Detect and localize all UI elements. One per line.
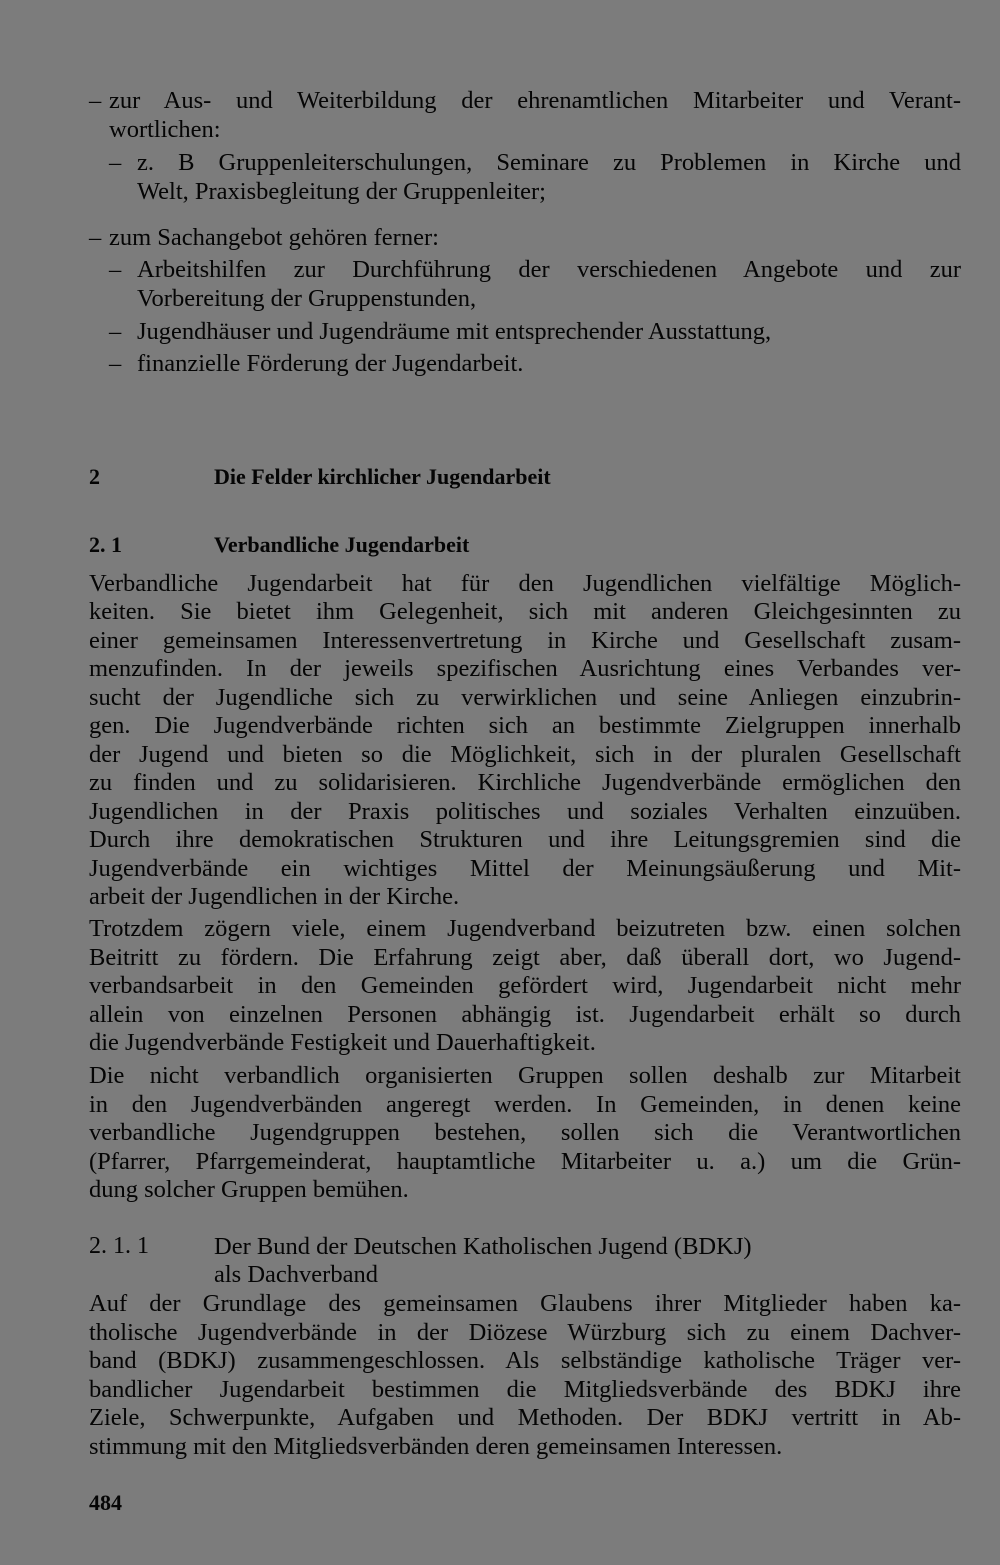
paragraph-line: Auf der Grundlage des gemeinsamen Glaubens ihrer Mitglieder haben ka- <box>89 1290 961 1317</box>
sublist-item-line: Arbeitshilfen zur Durchführung der verschiedenen Angebote und zur <box>137 256 961 283</box>
paragraph-line: arbeit der Jugendlichen in der Kirche. <box>89 883 460 910</box>
sublist-dash: – <box>109 256 122 283</box>
sublist-item-line: Welt, Praxisbegleitung der Gruppenleiter; <box>137 178 546 205</box>
sublist-dash: – <box>109 318 122 345</box>
paragraph-line: die Jugendverbände Festigkeit und Dauerhaftigkeit. <box>89 1029 596 1056</box>
paragraph-line: sucht der Jugendliche sich zu verwirklichen und seine Anliegen einzubrin- <box>89 684 961 711</box>
paragraph-line: Ziele, Schwerpunkte, Aufgaben und Methoden. Der BDKJ vertritt in Ab- <box>89 1404 961 1431</box>
paragraph-line: Verbandliche Jugendarbeit hat für den Jugendlichen vielfältige Möglich- <box>89 570 961 597</box>
paragraph-line: keiten. Sie bietet ihm Gelegenheit, sich mit anderen Gleichgesinnten zu <box>89 598 961 625</box>
list-item-line: zum Sachangebot gehören ferner: <box>109 224 439 251</box>
paragraph-line: band (BDKJ) zusammengeschlossen. Als selbständige katholische Träger ver- <box>89 1347 961 1374</box>
sublist-item-line: Jugendhäuser und Jugendräume mit entsprechender Ausstattung, <box>137 318 772 345</box>
paragraph-line: zu finden und zu solidarisieren. Kirchliche Jugendverbände ermöglichen den <box>89 769 961 796</box>
section-heading: Die Felder kirchlicher Jugendarbeit <box>214 464 551 489</box>
paragraph-line: dung solcher Gruppen bemühen. <box>89 1176 409 1203</box>
paragraph-line: (Pfarrer, Pfarrgemeinderat, hauptamtliche Mitarbeiter u. a.) um die Grün- <box>89 1148 961 1175</box>
list-dash: – <box>89 224 102 251</box>
paragraph-line: menzufinden. In der jeweils spezifischen Ausrichtung eines Verbandes ver- <box>89 655 961 682</box>
paragraph-line: bandlicher Jugendarbeit bestimmen die Mitgliedsverbände des BDKJ ihre <box>89 1376 961 1403</box>
paragraph-line: Trotzdem zögern viele, einem Jugendverband beizutreten bzw. einen solchen <box>89 915 961 942</box>
subsubsection-heading: als Dachverband <box>214 1261 378 1288</box>
paragraph-line: allein von einzelnen Personen abhängig ist. Jugendarbeit erhält so durch <box>89 1001 961 1028</box>
subsubsection-number: 2. 1. 1 <box>89 1233 149 1259</box>
subsection-heading: Verbandliche Jugendarbeit <box>214 532 470 557</box>
list-item-line: wortlichen: <box>109 116 221 143</box>
page-number: 484 <box>89 1490 122 1515</box>
paragraph-line: in den Jugendverbänden angeregt werden. In Gemeinden, in denen keine <box>89 1091 961 1118</box>
paragraph-line: verbandliche Jugendgruppen bestehen, sollen sich die Verantwortlichen <box>89 1119 961 1146</box>
paragraph-line: Beitritt zu fördern. Die Erfahrung zeigt aber, daß überall dort, wo Jugend- <box>89 944 961 971</box>
paragraph-line: stimmung mit den Mitgliedsverbänden deren gemeinsamen Interessen. <box>89 1433 783 1460</box>
sublist-item-line: finanzielle Förderung der Jugendarbeit. <box>137 350 524 377</box>
paragraph-line: Die nicht verbandlich organisierten Gruppen sollen deshalb zur Mitarbeit <box>89 1062 961 1089</box>
paragraph-line: gen. Die Jugendverbände richten sich an bestimmte Zielgruppen innerhalb <box>89 712 961 739</box>
section-number: 2 <box>89 464 100 489</box>
list-dash: – <box>89 87 102 114</box>
paragraph-line: Durch ihre demokratischen Strukturen und ihre Leitungsgremien sind die <box>89 826 961 853</box>
paragraph-line: Jugendverbände ein wichtiges Mittel der Meinungsäußerung und Mit- <box>89 855 961 882</box>
paragraph-line: verbandsarbeit in den Gemeinden gefördert wird, Jugendarbeit nicht mehr <box>89 972 961 999</box>
paragraph-line: tholische Jugendverbände in der Diözese Würzburg sich zu einem Dachver- <box>89 1319 961 1346</box>
sublist-item-line: z. B Gruppenleiterschulungen, Seminare zu Problemen in Kirche und <box>137 149 961 176</box>
sublist-dash: – <box>109 149 122 176</box>
paragraph-line: Jugendlichen in der Praxis politisches und soziales Verhalten einzuüben. <box>89 798 961 825</box>
sublist-dash: – <box>109 350 122 377</box>
paragraph-line: der Jugend und bieten so die Möglichkeit, sich in der pluralen Gesellschaft <box>89 741 961 768</box>
sublist-item-line: Vorbereitung der Gruppenstunden, <box>137 285 477 312</box>
subsubsection-heading: Der Bund der Deutschen Katholischen Jugend (BDKJ) <box>214 1233 752 1260</box>
paragraph-line: einer gemeinsamen Interessenvertretung in Kirche und Gesellschaft zusam- <box>89 627 961 654</box>
list-item-line: zur Aus- und Weiterbildung der ehrenamtlichen Mitarbeiter und Verant- <box>109 87 961 114</box>
subsection-number: 2. 1 <box>89 532 122 557</box>
